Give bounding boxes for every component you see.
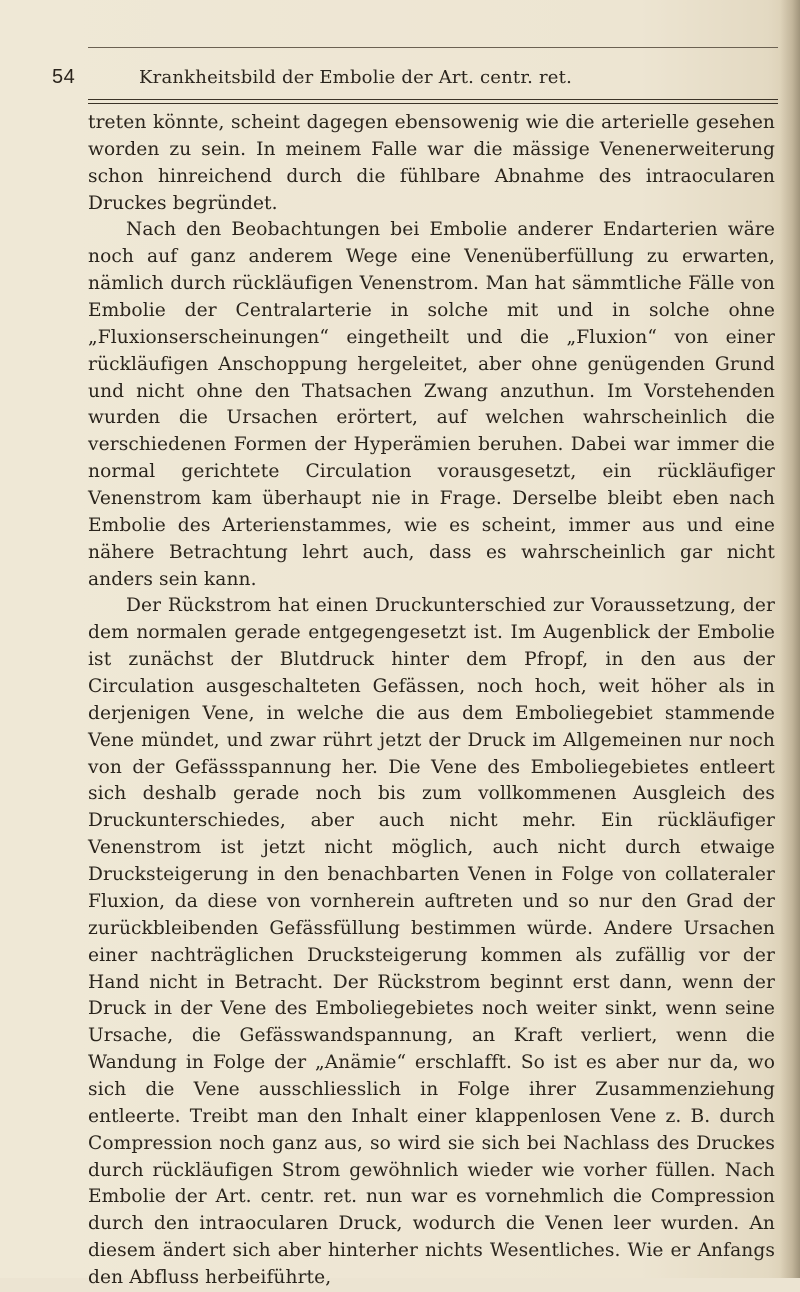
header-double-rule: [88, 99, 778, 104]
paragraph: treten könnte, scheint dagegen ebensowenig wie die arterielle gesehen worden zu sein. In meinem Falle war die mässige Venenerweiterung schon hinreichend durch die fühlbare Abnahme des intraocularen Druckes begründet.: [88, 112, 775, 214]
paragraph: Der Rückstrom hat einen Druckunterschied zur Voraussetzung, der dem normalen gerade entgegengesetzt ist. Im Augenblick der Embolie ist zunächst der Blutdruck hinter dem Pfropf, in den aus der Circulation ausgeschalteten Gefässen, noch hoch, weit höher als in derjenigen Vene, in welche die aus dem Emboliegebiet stammende Vene mündet, und zwar rührt jetzt der Druck im Allgemeinen nur noch von der Gefässspannung her. Die Vene des Emboliegebietes entleert sich deshalb gerade noch bis zum vollkommenen Ausgleich des Druckunterschiedes, aber auch nicht mehr. Ein rückläufiger Venenstrom ist jetzt nicht möglich, auch nicht durch etwaige Drucksteigerung in den benachbarten Venen in Folge von collateraler Fluxion, da diese von vornherein auftreten und so nur den Grad der zurückbleibenden Gefässfüllung bestimmen würde. Andere Ursachen einer nachträglichen Drucksteigerung kommen als zufällig vor der Hand nicht in Betracht. Der Rückstrom beginnt erst dann, wenn der Druck in der Vene des Emboliegebietes noch weiter sinkt, wenn seine Ursache, die Gefässwandspannung, an Kraft verliert, wenn die Wandung in Folge der „Anämie“ erschlafft. So ist es aber nur da, wo sich die Vene ausschliesslich in Folge ihrer Zusammenziehung entleerte. Treibt man den Inhalt einer klappenlosen Vene z. B. durch Compression noch ganz aus, so wird sie sich bei Nachlass des Druckes durch rückläufigen Strom gewöhnlich wieder wie vorher füllen. Nach Embolie der Art. centr. ret. nun war es vornehmlich die Compression durch den intraocularen Druck, wodurch die Venen leer wurden. An diesem ändert sich aber hinterher nichts Wesentliches. Wie er Anfangs den Abfluss herbeiführte,: [88, 595, 775, 1288]
top-rule: [88, 47, 778, 48]
page-edge-shadow: [780, 0, 800, 1278]
page-number: 54: [52, 66, 76, 88]
running-title: Krankheitsbild der Embolie der Art. centr. ret.: [139, 67, 573, 88]
paragraph: Nach den Beobachtungen bei Embolie anderer Endarterien wäre noch auf ganz anderem Wege eine Venenüberfüllung zu erwarten, nämlich durch rückläufigen Venenstrom. Man hat sämmtliche Fälle von Embolie der Centralarterie in solche mit und in solche ohne „Fluxionserscheinungen“ eingetheilt und die „Fluxion“ von einer rückläufigen Anschoppung hergeleitet, aber ohne genügenden Grund und nicht ohne den Thatsachen Zwang anzuthun. Im Vorstehenden wurden die Ursachen erörtert, auf welchen wahrscheinlich die verschiedenen Formen der Hyperämien beruhen. Dabei war immer die normal gerichtete Circulation vorausgesetzt, ein rückläufiger Venenstrom kam überhaupt nie in Frage. Derselbe bleibt eben nach Embolie des Arterienstammes, wie es scheint, immer aus und eine nähere Betrachtung lehrt auch, dass es wahrscheinlich gar nicht anders sein kann.: [88, 219, 775, 590]
body-text: [88, 110, 775, 1292]
